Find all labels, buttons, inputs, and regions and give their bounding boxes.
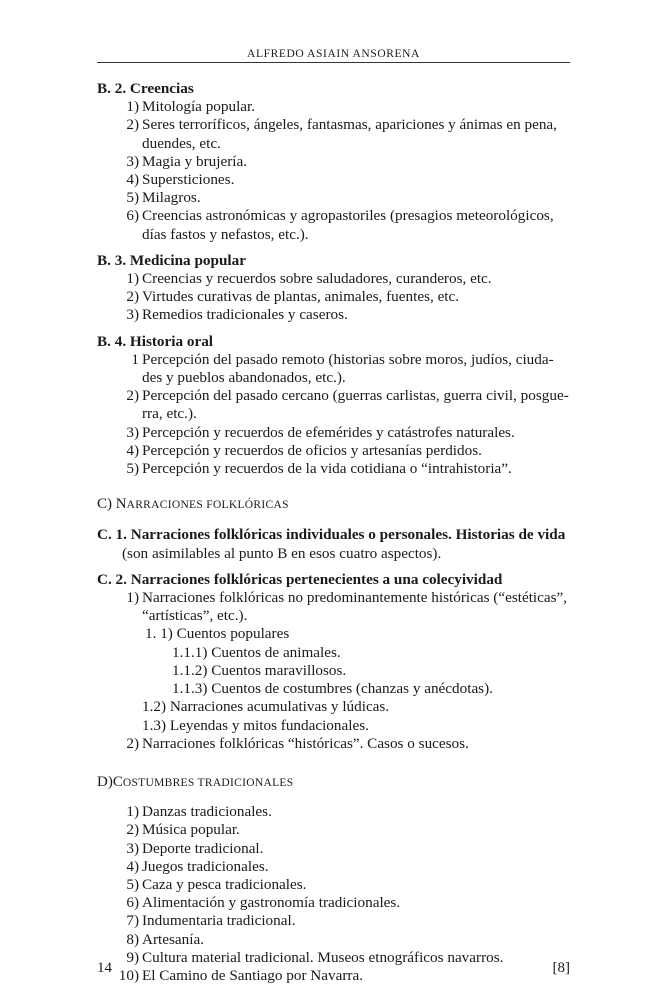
section-c-prefix: C) N	[97, 496, 127, 513]
item-text: Percepción del pasado remoto (historias sobre moros, judíos, ciuda-	[142, 350, 554, 368]
item-text: Percepción y recuerdos de efemérides y catástrofes naturales.	[142, 423, 515, 441]
item-text: Alimentación y gastronomía tradicionales.	[142, 894, 401, 912]
item-text: Mitología popular.	[142, 98, 256, 116]
item-number: 1)	[126, 589, 139, 607]
list-item	[97, 351, 570, 387]
item-number: 6)	[126, 207, 139, 225]
item-text: Creencias y recuerdos sobre saludadores, curanderos, etc.	[142, 270, 492, 288]
list-item	[97, 306, 570, 324]
item-text-continuation: rra, etc.).	[142, 405, 197, 423]
item-number: 5)	[126, 189, 139, 207]
list-b4	[97, 351, 570, 478]
item-number: 7)	[126, 912, 139, 930]
list-item	[97, 931, 570, 949]
heading-c1: C. 1. Narraciones folklóricas individuales o personales. Historias de vida	[97, 526, 566, 544]
item-text: Percepción y recuerdos de la vida cotidiana o “intrahistoria”.	[142, 460, 512, 478]
running-header: ALFREDO ASIAIN ANSORENA	[247, 48, 420, 60]
item-number: 10)	[118, 966, 139, 984]
sub-item-1-1-1: 1.1.1) Cuentos de animales.	[172, 643, 341, 661]
item-number: 1	[131, 350, 139, 368]
list-item	[97, 98, 570, 116]
heading-b2: B. 2. Creencias	[97, 80, 194, 97]
section-d-title	[97, 773, 570, 792]
item-number: 1)	[126, 803, 139, 821]
item-number: 2)	[126, 387, 139, 405]
item-text: Narraciones folklóricas no predominantemente históricas (“estéticas”,	[142, 589, 568, 607]
item-text: Danzas tradicionales.	[142, 803, 272, 821]
item-text: Milagros.	[142, 189, 201, 207]
item-number: 2)	[126, 734, 139, 752]
item-text: Magia y brujería.	[142, 152, 248, 170]
item-text: Narraciones folklóricas “históricas”. Casos o sucesos.	[142, 734, 469, 752]
section-d-prefix: D)C	[97, 773, 123, 790]
item-number: 4)	[126, 441, 139, 459]
item-text: Cultura material tradicional. Museos etnográficos navarros.	[142, 948, 504, 966]
item-text: Deporte tradicional.	[142, 839, 264, 857]
list-item	[97, 589, 570, 625]
item-text: Supersticiones.	[142, 171, 235, 189]
item-number: 3)	[126, 152, 139, 170]
item-text: El Camino de Santiago por Navarra.	[142, 966, 363, 984]
item-number: 2)	[126, 288, 139, 306]
sub-item-1-2: 1.2) Narraciones acumulativas y lúdicas.	[142, 698, 390, 716]
item-number: 3)	[126, 423, 139, 441]
list-item	[97, 288, 570, 306]
list-item	[97, 116, 570, 152]
item-number: 2)	[126, 116, 139, 134]
section-c-title	[97, 495, 570, 514]
item-text: Remedios tradicionales y caseros.	[142, 306, 348, 324]
list-item	[97, 171, 570, 189]
item-number: 5)	[126, 875, 139, 893]
item-number: 3)	[126, 306, 139, 324]
bracket-page-number: [8]	[552, 960, 570, 976]
item-number: 9)	[126, 948, 139, 966]
item-text: Música popular.	[142, 821, 240, 839]
section-c-rest: ARRACIONES FOLKLÓRICAS	[126, 499, 289, 512]
item-number: 6)	[126, 894, 139, 912]
list-d	[97, 803, 570, 985]
item-text: Virtudes curativas de plantas, animales, fuentes, etc.	[142, 288, 460, 306]
item-text: Artesanía.	[142, 930, 204, 948]
item-text-continuation: duendes, etc.	[142, 134, 221, 152]
list-c2	[97, 589, 570, 753]
item-text: Juegos tradicionales.	[142, 857, 269, 875]
list-item	[97, 207, 570, 243]
sub-item-1-1-3: 1.1.3) Cuentos de costumbres (chanzas y anécdotas).	[172, 680, 493, 698]
list-item	[97, 424, 570, 442]
item-number: 8)	[126, 930, 139, 948]
item-number: 1)	[126, 98, 139, 116]
list-b3	[97, 270, 570, 325]
item-text: Percepción del pasado cercano (guerras carlistas, guerra civil, posgue-	[142, 387, 569, 405]
item-text-continuation: des y pueblos abandonados, etc.).	[142, 369, 346, 387]
sub-item-1-1-2: 1.1.2) Cuentos maravillosos.	[172, 661, 347, 679]
list-item	[97, 460, 570, 478]
list-item	[97, 912, 570, 930]
item-number: 4)	[126, 171, 139, 189]
list-item	[97, 894, 570, 912]
heading-c2: C. 2. Narraciones folklóricas pertenecientes a una colecyividad	[97, 570, 503, 588]
item-text: Percepción y recuerdos de oficios y artesanías perdidos.	[142, 441, 482, 459]
item-text-continuation: “artísticas”, etc.).	[142, 607, 248, 625]
item-text: Caza y pesca tradicionales.	[142, 875, 307, 893]
heading-b3: B. 3. Medicina popular	[97, 251, 246, 269]
list-item	[97, 387, 570, 423]
section-d-rest: OSTUMBRES TRADICIONALES	[122, 776, 294, 789]
heading-b4: B. 4. Historia oral	[97, 332, 214, 350]
list-item	[97, 821, 570, 839]
page-number: 14	[97, 960, 112, 976]
list-item	[97, 967, 570, 985]
list-item	[97, 858, 570, 876]
list-item	[97, 840, 570, 858]
item-number: 3)	[126, 839, 139, 857]
item-text: Seres terroríficos, ángeles, fantasmas, apariciones y ánimas en pena,	[142, 116, 557, 134]
list-b2	[97, 98, 570, 244]
item-text: Indumentaria tradicional.	[142, 912, 296, 930]
list-item	[97, 189, 570, 207]
list-item	[97, 803, 570, 821]
page-body	[97, 80, 570, 985]
heading-c1-continuation: (son asimilables al punto B en esos cuatro aspectos).	[122, 544, 442, 562]
item-number: 5)	[126, 460, 139, 478]
item-number: 2)	[126, 821, 139, 839]
list-item	[97, 949, 570, 967]
list-item	[97, 442, 570, 460]
list-item	[97, 270, 570, 288]
list-item	[97, 735, 570, 753]
list-item	[97, 153, 570, 171]
list-item	[97, 876, 570, 894]
item-text: Creencias astronómicas y agropastoriles (presagios meteorológicos,	[142, 207, 554, 225]
sub-item-1-3: 1.3) Leyendas y mitos fundacionales.	[142, 716, 369, 734]
item-number: 4)	[126, 857, 139, 875]
item-text-continuation: días fastos y nefastos, etc.).	[142, 225, 309, 243]
sub-item-1-1: 1. 1) Cuentos populares	[145, 625, 290, 643]
item-number: 1)	[126, 270, 139, 288]
header-rule	[97, 62, 570, 63]
